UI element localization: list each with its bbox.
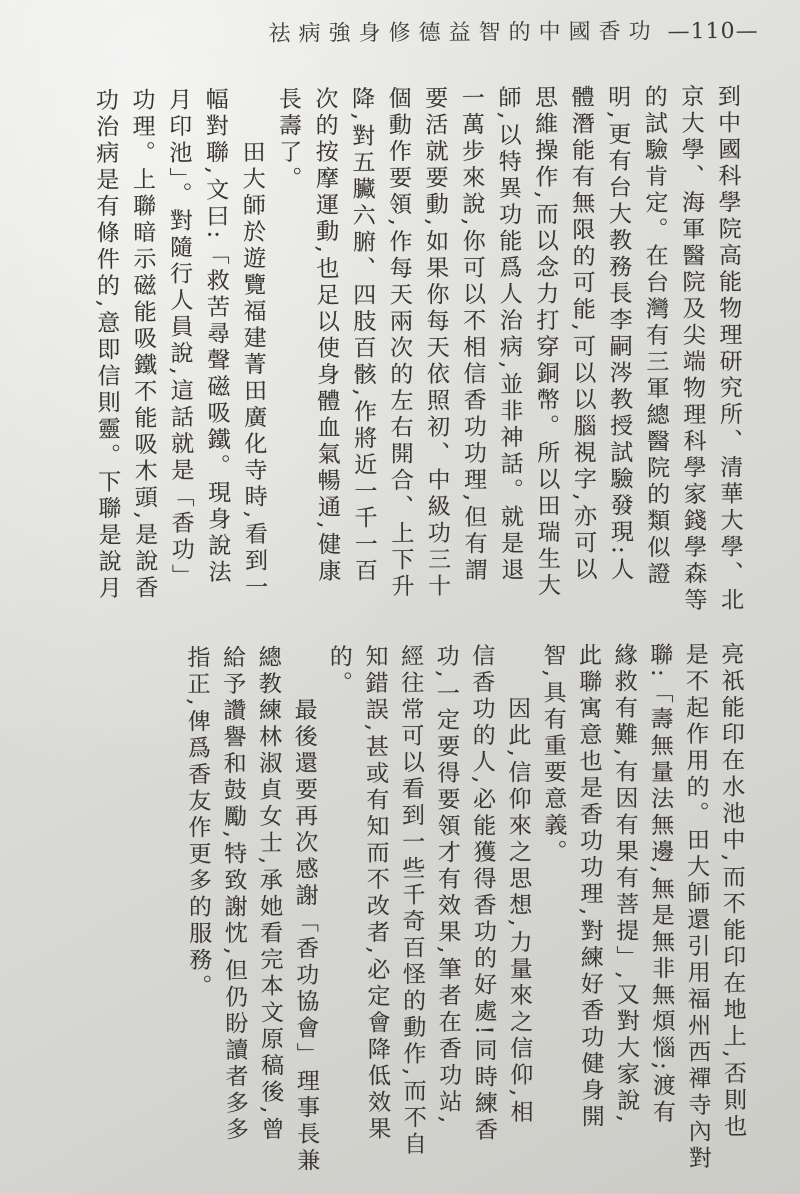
text-column: 是不起作用的。田大師還引用福州西禪寺內對 [681,642,711,1173]
text-column: 功,一定要得要領才有效果,筆者在香功站, [432,643,462,1127]
text-column: 給予讚譽和鼓勵,特致謝忱,但仍盼讀者多多 [218,644,249,1144]
text-column: 個動作要領,作每天兩次的左右開合、上下升 [384,85,414,601]
text-column: 功理。上聯暗示磁能吸鐵不能吸木頭,是說香 [128,87,158,602]
text-column: 次的按摩運動,也足以使身體血氣暢通,健康 [311,86,341,586]
text-column: 最後還要再次感謝「香功協會」理事長兼 [290,644,320,1175]
running-header [268,14,758,48]
text-column: 亮祇能印在水池中,而不能印在地上,否則也 [717,641,747,1141]
text-column: 京大學、海軍醫院及尖端物理科學家錢學森等 [677,84,707,615]
text-column: 功治病是有條件的,意即信則靈。下聯是說月 [91,87,121,603]
text-column: 總教練林淑貞女士,承她看完本文原稿後,曾 [254,644,284,1144]
text-column: 此聯寓意也是香功功理,對練好香功健身開 [574,642,604,1131]
text-column: 要活就要動,如果你每天依照初、中級功三十 [421,85,451,601]
text-column: 到中國科學院高能物理研究所、清華大學、北 [713,83,744,615]
text-column: 一萬步來說,你可以不相信香功功理,但有謂 [457,85,487,585]
text-column: 體潛能有無限的可能,可以以腦視字,亦可以 [567,84,597,584]
text-column: 因此,信仰來之思想,力量來之信仰,相 [503,643,533,1127]
text-column: 長壽了。 [274,86,302,193]
text-column: 思維操作,而以念力打穿銅幣。所以田瑞生大 [530,85,561,600]
text-column: 師,以特異功能爲人治病,並非神話。就是退 [494,85,524,585]
text-column: 的試驗肯定。在台灣有三軍總醫院的類似證 [640,84,670,589]
text-column: 信香功的人,必能獲得香功的好處!同時練香 [468,643,498,1145]
lower-text-block [178,642,751,1179]
text-column: 明,更有台大教務長李嗣涔教授試驗發現:人 [604,84,634,584]
text-column: 聯:「壽無量法無邊,無是無非無煩惱;渡有 [646,642,676,1127]
page-number: —110— [667,18,759,45]
text-column: 的。 [325,644,353,698]
running-title: 祛病強身修德益智的中國香功 [268,19,659,47]
text-column: 緣救有難,有因有果有菩提」,又對大家說, [610,642,640,1126]
text-column: 知錯誤,甚或有知而不改者,必定會降低效果 [361,644,391,1143]
text-column: 田大師於遊覽福建菁田廣化寺時,看到一 [238,86,268,602]
upper-text-block [86,84,748,622]
text-column: 經往常可以看到一些千奇百怪的動作,而不自 [396,643,427,1159]
text-column: 月印池」。對隨行人員說,這話就是「香功」 [164,87,195,591]
text-column: 幅對聯,文曰:「救苦尋聲磁吸鐵。現身說法 [201,87,231,587]
text-column: 指正,俾爲香友作更多的服務。 [183,645,212,1001]
text-column: 智,具有重要意義。 [539,642,567,866]
text-column: 降,對五臟六腑、四肢百骸,作將近一千一百 [347,86,377,585]
